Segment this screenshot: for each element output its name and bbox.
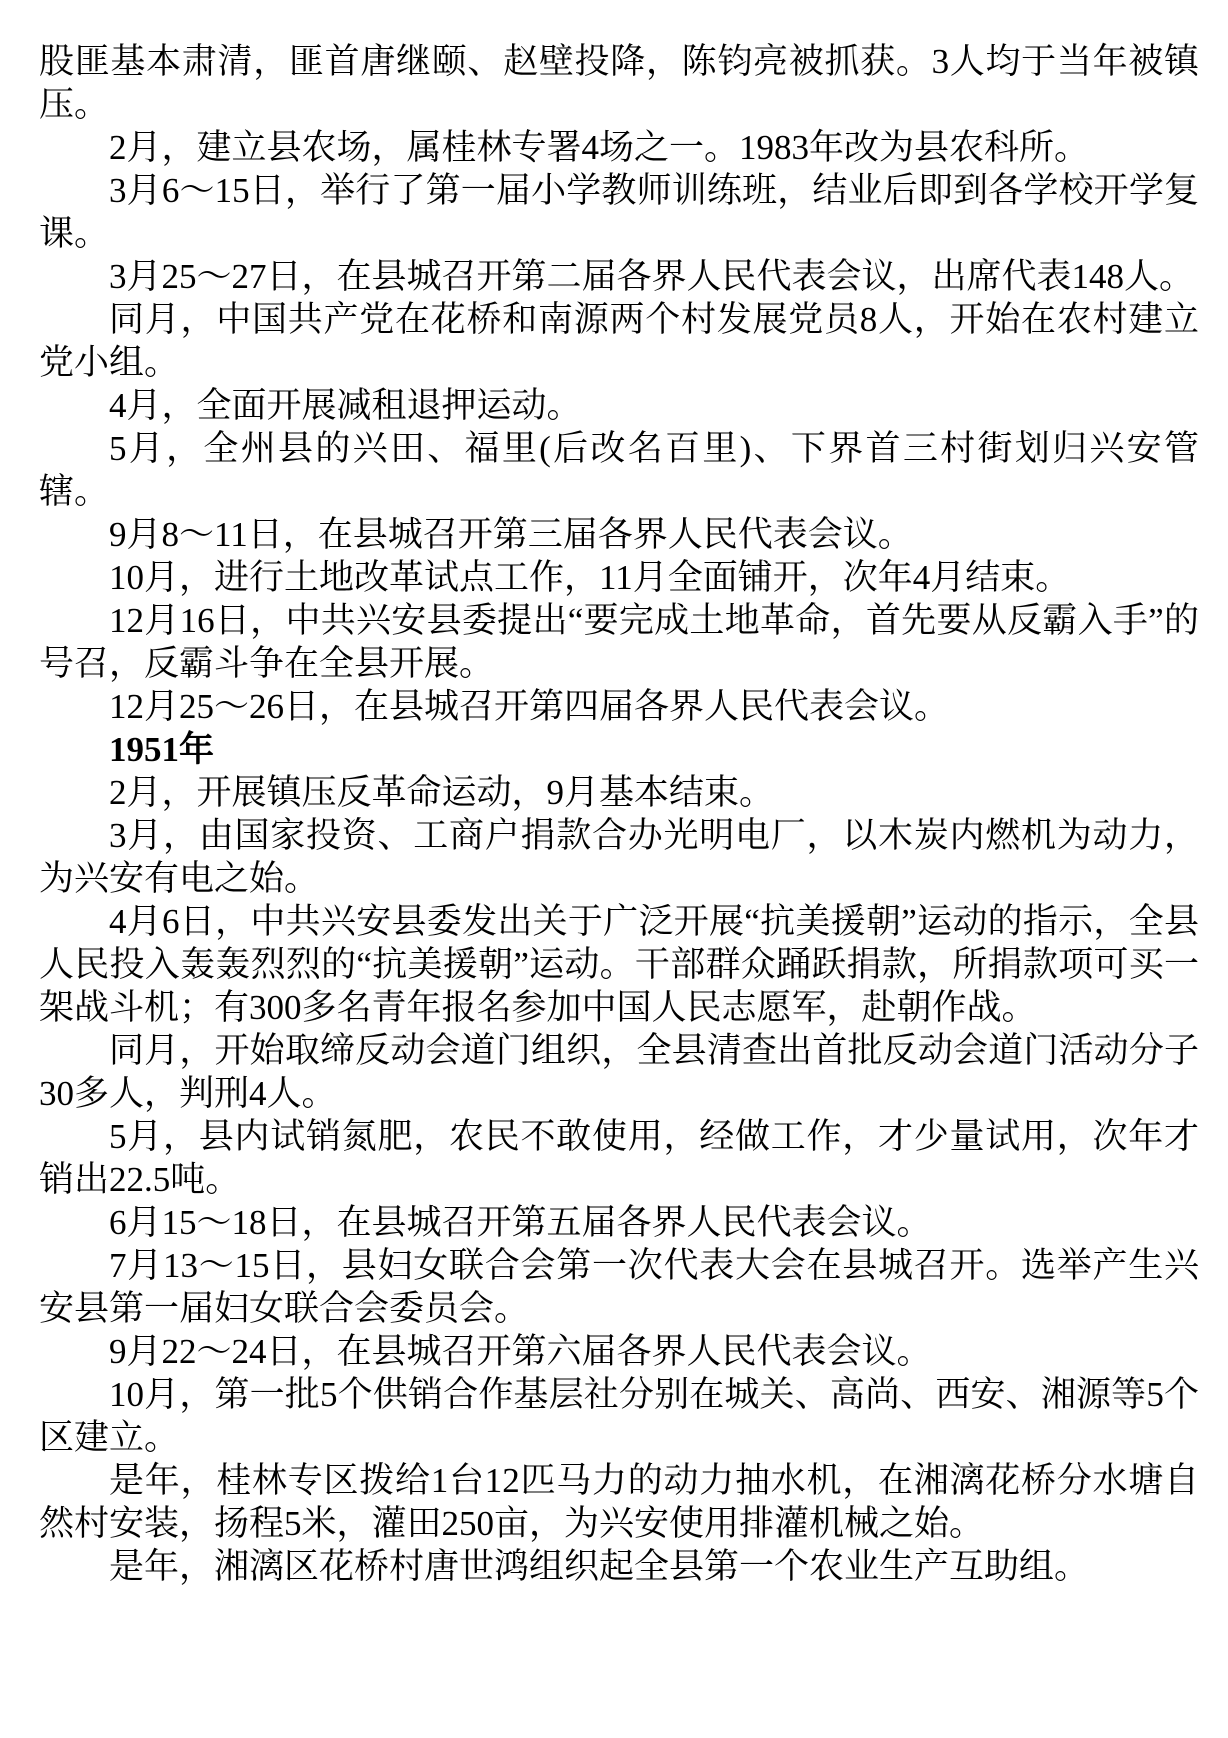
chronicle-entry: 4月，全面开展减租退押运动。 <box>109 386 582 425</box>
chronicle-entry: 9月8～11日，在县城召开第三届各界人民代表会议。 <box>109 515 913 554</box>
year-heading: 1951年 <box>109 730 215 769</box>
chronicle-entries-1950 <box>39 40 1199 728</box>
chronicle-entry: 4月6日，中共兴安县委发出关于广泛开展“抗美援朝”运动的指示，全县人民投入轰轰烈烈的“抗美援朝”运动。干部群众踊跃捐款，所捐款项可买一架战斗机；有300多名青年报名参加中国人民志愿军，赴朝作战。 <box>39 902 1199 1027</box>
chronicle-entry: 是年，湘漓区花桥村唐世鸿组织起全县第一个农业生产互助组。 <box>109 1547 1090 1586</box>
chronicle-entry: 10月，进行土地改革试点工作，11月全面铺开，次年4月结束。 <box>109 558 1071 597</box>
chronicle-entry: 同月，中国共产党在花桥和南源两个村发展党员8人，开始在农村建立党小组。 <box>39 300 1199 382</box>
chronicle-entry: 10月，第一批5个供销合作基层社分别在城关、高尚、西安、湘源等5个区建立。 <box>39 1375 1199 1457</box>
chronicle-entry: 3月25～27日，在县城召开第二届各界人民代表会议，出席代表148人。 <box>109 257 1195 296</box>
chronicle-entry: 3月6～15日，举行了第一届小学教师训练班，结业后即到各学校开学复课。 <box>39 171 1199 253</box>
chronicle-entry: 2月，开展镇压反革命运动，9月基本结束。 <box>109 773 775 812</box>
chronicle-entry: 2月，建立县农场，属桂林专署4场之一。1983年改为县农科所。 <box>109 128 1090 167</box>
chronicle-entry: 9月22～24日，在县城召开第六届各界人民代表会议。 <box>109 1332 932 1371</box>
chronicle-entry: 股匪基本肃清，匪首唐继颐、赵壁投降，陈钧亮被抓获。3人均于当年被镇压。 <box>39 42 1199 124</box>
chronicle-entry: 12月25～26日，在县城召开第四届各界人民代表会议。 <box>109 687 950 726</box>
document-page <box>39 40 1199 1588</box>
chronicle-entry: 6月15～18日，在县城召开第五届各界人民代表会议。 <box>109 1203 932 1242</box>
chronicle-entry: 5月，全州县的兴田、福里(后改名百里)、下界首三村街划归兴安管辖。 <box>39 429 1199 511</box>
chronicle-entry: 是年，桂林专区拨给1台12匹马力的动力抽水机，在湘漓花桥分水塘自然村安装，扬程5米，灌田250亩，为兴安使用排灌机械之始。 <box>39 1461 1199 1543</box>
chronicle-entry: 3月，由国家投资、工商户捐款合办光明电厂，以木炭内燃机为动力，为兴安有电之始。 <box>39 816 1199 898</box>
chronicle-entries-1951 <box>39 771 1199 1588</box>
chronicle-entry: 7月13～15日，县妇女联合会第一次代表大会在县城召开。选举产生兴安县第一届妇女联合会委员会。 <box>39 1246 1199 1328</box>
chronicle-entry: 同月，开始取缔反动会道门组织，全县清查出首批反动会道门活动分子30多人，判刑4人。 <box>39 1031 1199 1113</box>
chronicle-entry: 12月16日，中共兴安县委提出“要完成土地革命，首先要从反霸入手”的号召，反霸斗争在全县开展。 <box>39 601 1199 683</box>
chronicle-entry: 5月，县内试销氮肥，农民不敢使用，经做工作，才少量试用，次年才销出22.5吨。 <box>39 1117 1199 1199</box>
